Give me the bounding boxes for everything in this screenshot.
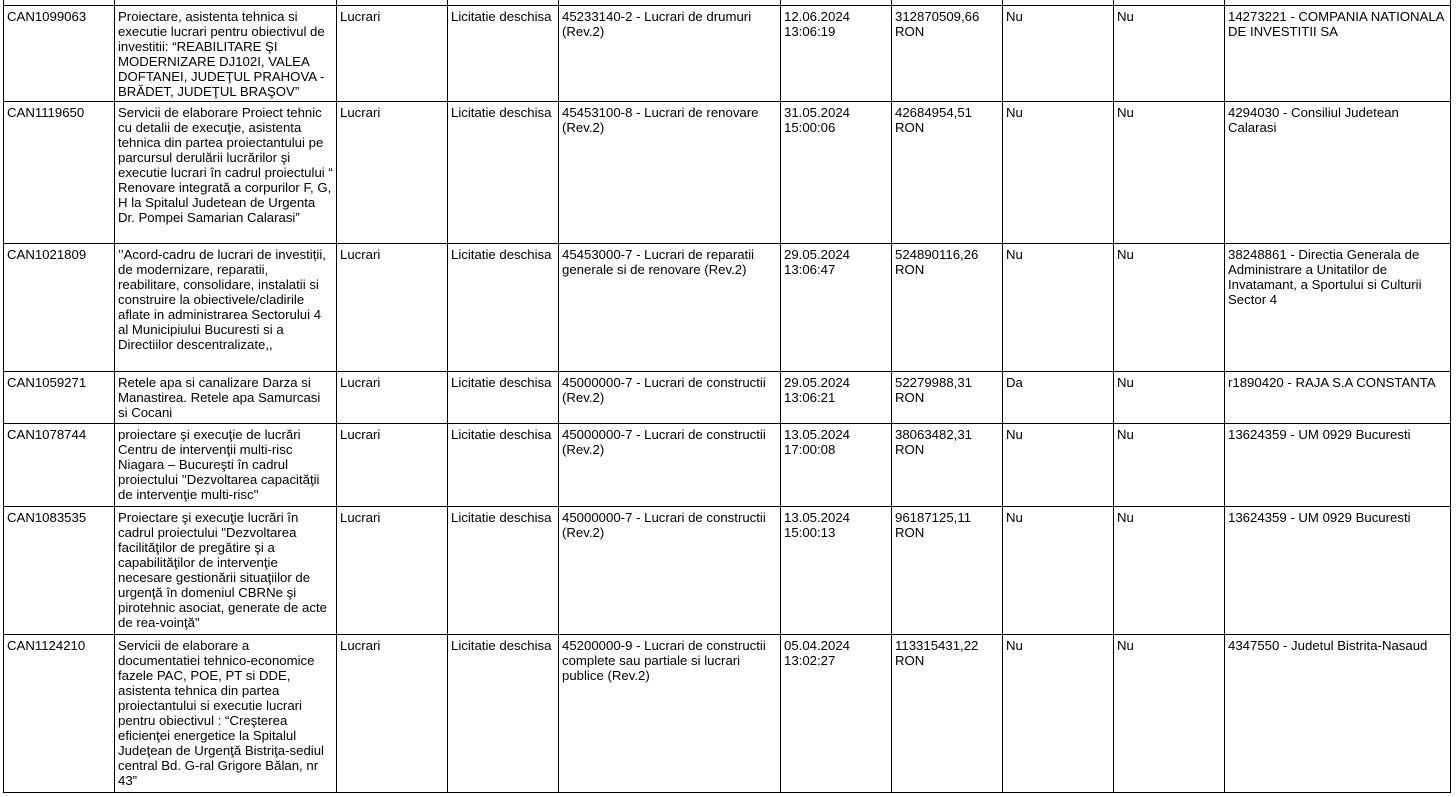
cell-flag-2: Nu [1114, 6, 1225, 102]
cell-authority: 4347550 - Judetul Bistrita-Nasaud [1225, 635, 1451, 793]
cell-cpv: 45000000-7 - Lucrari de constructii (Rev.2) [559, 424, 781, 507]
cell-flag-2: Nu [1114, 635, 1225, 793]
cell-cpv: 45453000-7 - Lucrari de reparatii generale si de renovare (Rev.2) [559, 244, 781, 372]
cell-value: 524890116,26 RON [892, 244, 1003, 372]
cell-procedure: Licitatie deschisa [448, 102, 559, 244]
cell-id: CAN1021809 [4, 244, 115, 372]
cell-flag-2: Nu [1114, 244, 1225, 372]
cell-date: 12.06.2024 13:06:19 [781, 6, 892, 102]
cell-authority: 14273221 - COMPANIA NATIONALA DE INVESTITII SA [1225, 6, 1451, 102]
cell-procedure: Licitatie deschisa [448, 635, 559, 793]
table-row [4, 507, 1451, 635]
cell-description: Servicii de elaborare a documentatiei tehnico-economice fazele PAC, POE, PT si DDE, asistenta tehnica din partea proiectantului si executie lucrari pentru obiectivul : “Creşterea eficienţei energetice la Spitalul Judeţean de Urgenţă Bistriţa-sediul central Bd. G-ral Grigore Bălan, nr 43” [115, 635, 337, 793]
cell-contract-type: Lucrari [337, 507, 448, 635]
cell-id: CAN1078744 [4, 424, 115, 507]
cell-contract-type: Lucrari [337, 424, 448, 507]
table-body [4, 0, 1451, 793]
cell-flag-2: Nu [1114, 372, 1225, 424]
cell-flag-1: Nu [1003, 635, 1114, 793]
cell-flag-1: Nu [1003, 507, 1114, 635]
cell-date: 29.05.2024 13:06:47 [781, 244, 892, 372]
cell-description: Proiectare şi execuţie lucrări în cadrul proiectului "Dezvoltarea facilităţilor de pregătire şi a capabilităţilor de intervenţie necesare gestionării situaţiilor de urgenţă în domeniul CBRNe şi pirotehnic asociat, generate de acte de rea-voinţă" [115, 507, 337, 635]
cell-flag-2: Nu [1114, 102, 1225, 244]
cell-contract-type: Lucrari [337, 635, 448, 793]
table-row [4, 635, 1451, 793]
cell-date: 13.05.2024 15:00:13 [781, 507, 892, 635]
cell-authority: 4294030 - Consiliul Judetean Calarasi [1225, 102, 1451, 244]
cell-flag-2: Nu [1114, 424, 1225, 507]
cell-id: CAN1059271 [4, 372, 115, 424]
cell-value: 52279988,31 RON [892, 372, 1003, 424]
cell-description: Servicii de elaborare Proiect tehnic cu detalii de execuţie, asistenta tehnica din partea proiectantului pe parcursul derulării lucrărilor şi executie lucrari în cadrul proiectului “ Renovare integrată a corpurilor F, G, H la Spitalul Judetean de Urgenta Dr. Pompei Samarian Calarasi” [115, 102, 337, 244]
cell-flag-2: Nu [1114, 507, 1225, 635]
cell-procedure: Licitatie deschisa [448, 244, 559, 372]
cell-value: 96187125,11 RON [892, 507, 1003, 635]
table-row [4, 372, 1451, 424]
cell-description: proiectare şi execuţie de lucrări Centru de intervenţii multi-risc Niagara – Bucureşti în cadrul proiectului ''Dezvoltarea capacităţii de intervenţie multi-risc'' [115, 424, 337, 507]
cell-date: 31.05.2024 15:00:06 [781, 102, 892, 244]
cell-date: 29.05.2024 13:06:21 [781, 372, 892, 424]
cell-procedure: Licitatie deschisa [448, 372, 559, 424]
cell-cpv: 45000000-7 - Lucrari de constructii (Rev.2) [559, 507, 781, 635]
cell-description: Retele apa si canalizare Darza si Manastirea. Retele apa Samurcasi si Cocani [115, 372, 337, 424]
table-row [4, 102, 1451, 244]
cell-date: 05.04.2024 13:02:27 [781, 635, 892, 793]
cell-flag-1: Nu [1003, 244, 1114, 372]
cell-flag-1: Nu [1003, 6, 1114, 102]
cell-id: CAN1099063 [4, 6, 115, 102]
cell-flag-1: Da [1003, 372, 1114, 424]
cell-flag-1: Nu [1003, 102, 1114, 244]
cell-value: 42684954,51 RON [892, 102, 1003, 244]
cell-id: CAN1119650 [4, 102, 115, 244]
cell-value: 38063482,31 RON [892, 424, 1003, 507]
cell-contract-type: Lucrari [337, 244, 448, 372]
cell-contract-type: Lucrari [337, 102, 448, 244]
cell-flag-1: Nu [1003, 424, 1114, 507]
procurement-notices-table [3, 0, 1451, 793]
cell-contract-type: Lucrari [337, 6, 448, 102]
cell-authority: 13624359 - UM 0929 Bucuresti [1225, 507, 1451, 635]
table-row [4, 424, 1451, 507]
cell-id: CAN1083535 [4, 507, 115, 635]
cell-procedure: Licitatie deschisa [448, 424, 559, 507]
cell-value: 312870509,66 RON [892, 6, 1003, 102]
cell-cpv: 45453100-8 - Lucrari de renovare (Rev.2) [559, 102, 781, 244]
cell-procedure: Licitatie deschisa [448, 6, 559, 102]
cell-cpv: 45233140-2 - Lucrari de drumuri (Rev.2) [559, 6, 781, 102]
cell-authority: 13624359 - UM 0929 Bucuresti [1225, 424, 1451, 507]
cell-cpv: 45200000-9 - Lucrari de constructii complete sau partiale si lucrari publice (Rev.2) [559, 635, 781, 793]
cell-procedure: Licitatie deschisa [448, 507, 559, 635]
cell-id: CAN1124210 [4, 635, 115, 793]
cell-authority: r1890420 - RAJA S.A CONSTANTA [1225, 372, 1451, 424]
cell-description: Proiectare, asistenta tehnica si executie lucrari pentru obiectivul de investitii: “REABILITARE ŞI MODERNIZARE DJ102I, VALEA DOFTANEI, JUDEŢUL PRAHOVA - BRĂDET, JUDEŢUL BRAŞOV” [115, 6, 337, 102]
cell-contract-type: Lucrari [337, 372, 448, 424]
cell-description: ’’Acord-cadru de lucrari de investiții, de modernizare, reparatii, reabilitare, consolidare, instalatii si construire la obiectivele/cladirile aflate in administrarea Sectorului 4 al Municipiului Bucuresti si a Directiilor descentralizate,, [115, 244, 337, 372]
cell-date: 13.05.2024 17:00:08 [781, 424, 892, 507]
table-row [4, 6, 1451, 102]
cell-value: 113315431,22 RON [892, 635, 1003, 793]
cell-authority: 38248861 - Directia Generala de Administrare a Unitatilor de Invatamant, a Sportului si Culturii Sector 4 [1225, 244, 1451, 372]
cell-cpv: 45000000-7 - Lucrari de constructii (Rev.2) [559, 372, 781, 424]
table-row [4, 244, 1451, 372]
